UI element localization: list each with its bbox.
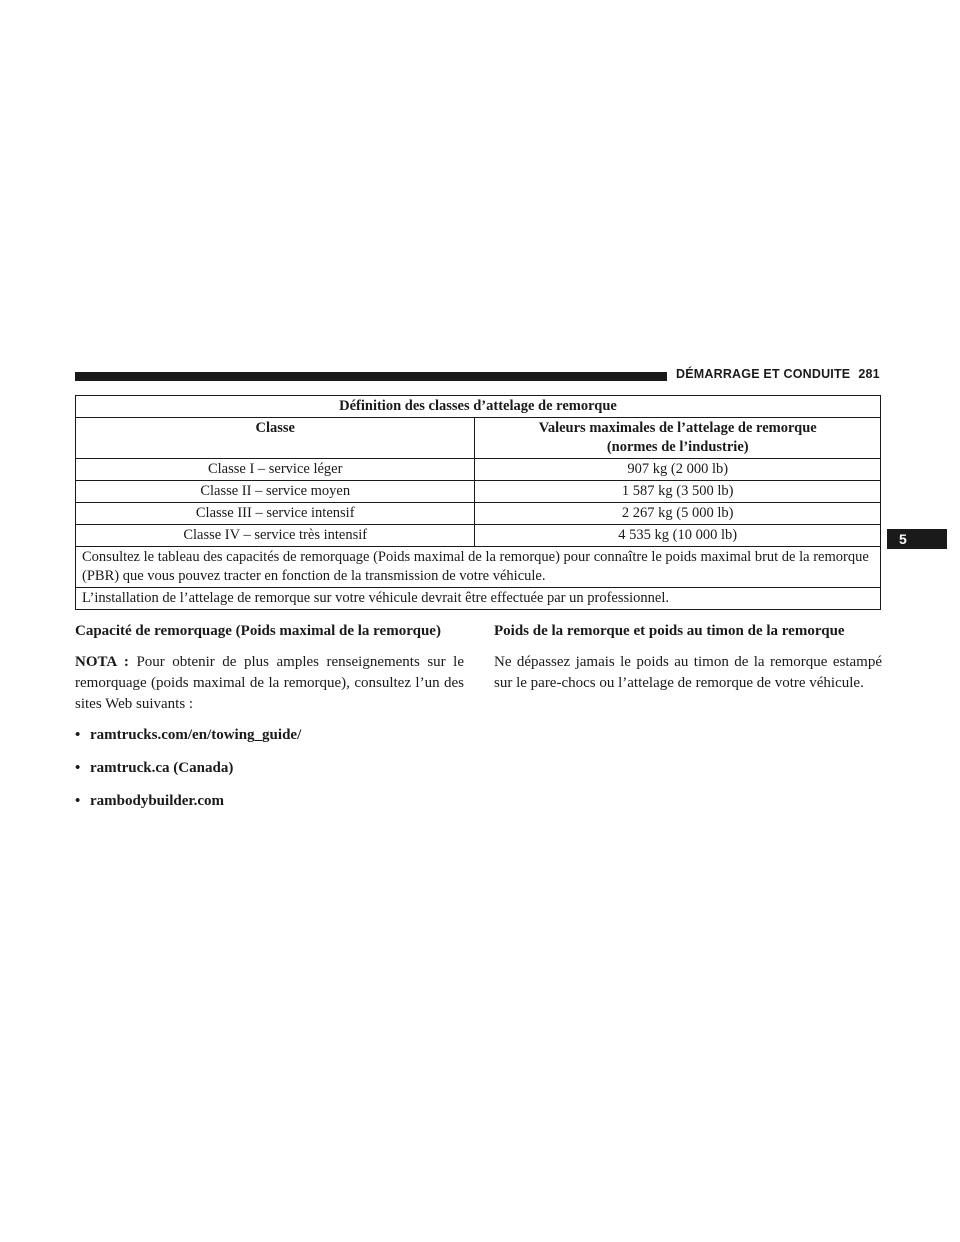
website-link[interactable]: rambodybuilder.com bbox=[90, 793, 225, 809]
right-column bbox=[494, 620, 882, 694]
bullet-icon: • bbox=[75, 793, 81, 809]
page-number: 281 bbox=[858, 367, 880, 381]
bullet-icon: • bbox=[75, 727, 81, 743]
tongue-weight-paragraph: Ne dépassez jamais le poids au timon de la remorque estampé sur le pare-chocs ou l’attelage de remorque de votre véhicule. bbox=[494, 654, 882, 691]
website-list bbox=[75, 725, 464, 812]
header-rule bbox=[75, 372, 667, 381]
max-value-cell: 4 535 kg (10 000 lb) bbox=[475, 525, 881, 547]
class-name-cell: Classe I – service léger bbox=[76, 459, 475, 481]
table-note-capacity: Consultez le tableau des capacités de remorquage (Poids maximal de la remorque) pour connaître le poids maximal brut de la remorque (PBR) que vous pouvez tracter en fonction de la transmission de votre véhicule. bbox=[76, 547, 881, 588]
class-name-cell: Classe II – service moyen bbox=[76, 481, 475, 503]
towing-capacity-heading: Capacité de remorquage (Poids maximal de la remorque) bbox=[75, 623, 441, 639]
chapter-tab: 5 bbox=[887, 529, 947, 549]
table-header-row bbox=[76, 418, 881, 459]
note-text: Pour obtenir de plus amples renseignements sur le remorquage (poids maximal de la remorque), consultez l’un des sites Web suivants : bbox=[75, 654, 464, 712]
table-caption-row bbox=[76, 396, 881, 418]
table-note-row bbox=[76, 588, 881, 610]
table-note-row bbox=[76, 547, 881, 588]
max-value-cell: 1 587 kg (3 500 lb) bbox=[475, 481, 881, 503]
tongue-weight-heading: Poids de la remorque et poids au timon de la remorque bbox=[494, 623, 845, 639]
list-item bbox=[75, 725, 464, 746]
bullet-icon: • bbox=[75, 760, 81, 776]
list-item bbox=[75, 791, 464, 812]
class-name-cell: Classe III – service intensif bbox=[76, 503, 475, 525]
website-link[interactable]: ramtruck.ca (Canada) bbox=[90, 760, 234, 776]
running-header bbox=[676, 367, 880, 381]
table-row bbox=[76, 459, 881, 481]
left-column bbox=[75, 620, 464, 824]
table-note-installation: L’installation de l’attelage de remorque sur votre véhicule devrait être effectuée par un professionnel. bbox=[76, 588, 881, 610]
hitch-class-table bbox=[75, 395, 881, 610]
column-header-class: Classe bbox=[76, 418, 475, 459]
max-value-cell: 907 kg (2 000 lb) bbox=[475, 459, 881, 481]
max-value-cell: 2 267 kg (5 000 lb) bbox=[475, 503, 881, 525]
table-row bbox=[76, 525, 881, 547]
class-name-cell: Classe IV – service très intensif bbox=[76, 525, 475, 547]
website-link[interactable]: ramtrucks.com/en/towing_guide/ bbox=[90, 727, 302, 743]
table-row bbox=[76, 481, 881, 503]
note-label: NOTA : bbox=[75, 654, 129, 670]
column-header-max-values: Valeurs maximales de l’attelage de remorque (normes de l’industrie) bbox=[475, 418, 881, 459]
note-paragraph bbox=[75, 652, 464, 715]
table-caption: Définition des classes d’attelage de remorque bbox=[76, 396, 881, 418]
section-title: DÉMARRAGE ET CONDUITE bbox=[676, 367, 851, 381]
list-item bbox=[75, 758, 464, 779]
table-row bbox=[76, 503, 881, 525]
